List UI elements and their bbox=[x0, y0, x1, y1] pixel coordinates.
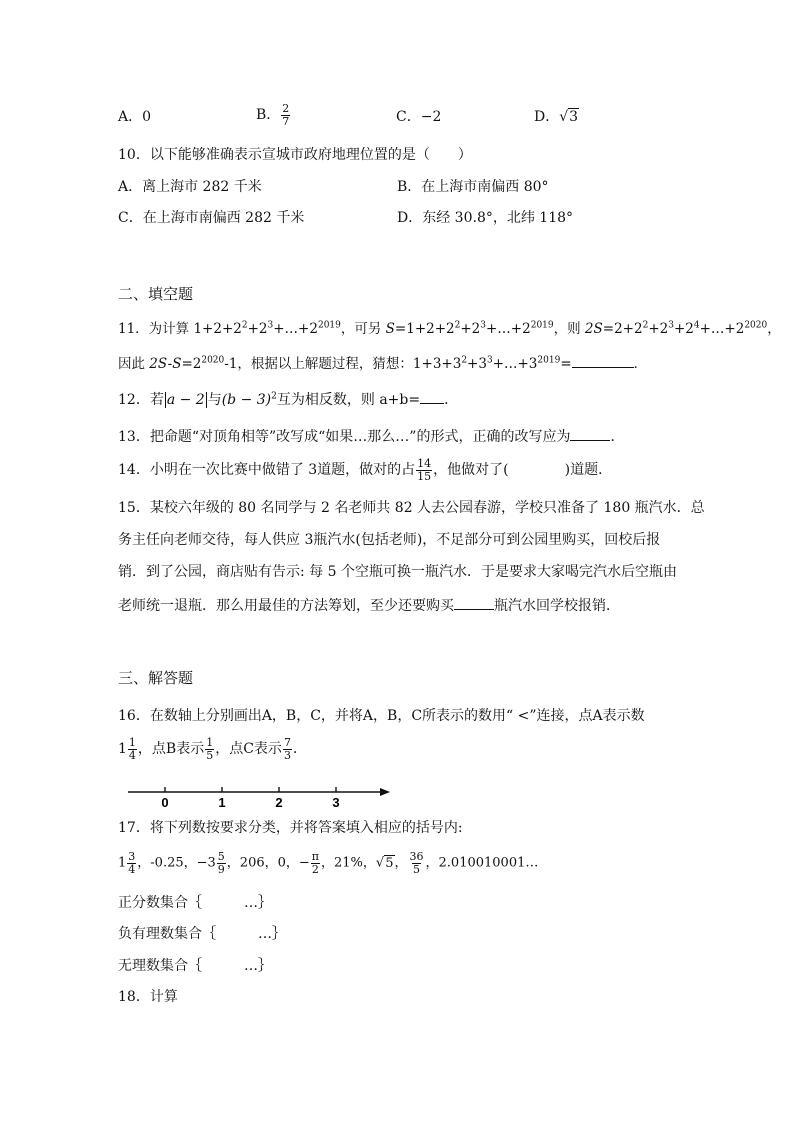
q10-stem: 10．以下能够准确表示宣城市政府地理位置的是（ ） bbox=[118, 147, 472, 163]
tick-label-1: 1 bbox=[218, 795, 226, 810]
q9-option-a: A．0 bbox=[118, 109, 152, 125]
q17-set-positive-fractions: 正分数集合｛ …｝ bbox=[118, 895, 272, 911]
tick-label-2: 2 bbox=[275, 795, 283, 810]
q18: 18．计算 bbox=[118, 989, 178, 1005]
q15-line3: 销．到了公园，商店贴有告示: 每 5 个空瓶可换一瓶汽水．于是要求大家喝完汽水后空瓶由 bbox=[118, 564, 677, 580]
q9-option-b: B． $\frac{2}{7}$ bbox=[256, 102, 290, 128]
answer-blank[interactable] bbox=[572, 355, 634, 368]
q10-option-b: B．在上海市南偏西 80° bbox=[397, 179, 549, 195]
q15-line4: 老师统一退瓶．那么用最佳的方法筹划，至少还要购买 瓶汽水回学校报销． bbox=[118, 598, 620, 614]
answer-blank[interactable] bbox=[420, 391, 444, 404]
q11-line1: 11．为计算 $1+2+2^2+2^3+\dots+2^{2019}$，可另 $S=1+2+2^2+2^3+\dots+2^{2019}$，则 $2S=2+2^2+2^3+2^4+\dots+2^{2020}$， bbox=[118, 320, 781, 337]
tick-label-3: 3 bbox=[332, 795, 340, 810]
q9-options bbox=[118, 102, 738, 128]
q9-option-d: D．√3 bbox=[534, 109, 579, 125]
q9-option-c: C．−2 bbox=[396, 109, 442, 125]
q17-stem: 17．将下列数按要求分类，并将答案填入相应的括号内: bbox=[118, 820, 463, 836]
q17-set-irrationals: 无理数集合｛ …｝ bbox=[118, 958, 272, 974]
answer-blank[interactable] bbox=[570, 428, 610, 441]
q13: 13．把命题“对顶角相等”改写成“如果…那么…”的形式，正确的改写应为 ． bbox=[118, 429, 625, 445]
abs-bar-left bbox=[165, 392, 166, 408]
number-line-arrow bbox=[380, 788, 390, 796]
section-title-fill-in: 二、填空题 bbox=[118, 285, 194, 303]
q10-option-d: D．东经 30.8°，北纬 118° bbox=[397, 210, 574, 226]
q17-set-negative-rationals: 负有理数集合｛ …｝ bbox=[118, 926, 286, 942]
sqrt-symbol: √ bbox=[375, 855, 385, 871]
q16-line2: 1 $\frac{1}{4}$ ，点B表示 $\frac{1}{5}$ ，点C表示 $\frac{7}{3}$ ． bbox=[118, 736, 307, 762]
section-title-solutions: 三、解答题 bbox=[118, 669, 194, 687]
number-line bbox=[118, 784, 398, 810]
q11-line2: 因此 $2S-S=2^{2020}-1$，根据以上解题过程，猜想：$1+3+3^2+3^3+\dots+3^{2019}=$ ． bbox=[118, 355, 648, 372]
q17-numbers: 1 $\frac{3}{4}$ ，-0.25，−3 $\frac{5}{9}$ ，206，0，− $\frac{\pi}{2}$ ，21%，√5， $\frac{36}{5}$ ，2.010010001… bbox=[118, 850, 539, 876]
q12: 12．若 a − 2 与$(b - 3)^2$互为相反数，则 a+b= ． bbox=[118, 391, 459, 408]
q10-option-a: A．离上海市 282 千米 bbox=[118, 179, 262, 195]
abs-bar-right bbox=[206, 392, 207, 408]
q16-line1: 16．在数轴上分别画出A，B，C，并将A，B，C所表示的数用“ <”连接，点A表示数 bbox=[118, 708, 645, 724]
sqrt-symbol: √ bbox=[559, 109, 569, 125]
q10-option-c: C．在上海市南偏西 282 千米 bbox=[118, 210, 305, 226]
tick-label-0: 0 bbox=[161, 795, 169, 810]
q15-line2: 务主任向老师交待，每人供应 3瓶汽水(包括老师)，不足部分可到公园里购买，回校后报 bbox=[118, 532, 661, 548]
answer-blank[interactable] bbox=[454, 597, 494, 610]
q14: 14．小明在一次比赛中做错了 3道题，做对的占 $\frac{14}{15}$ ，他做对了( )道题． bbox=[118, 457, 613, 483]
q15-line1: 15．某校六年级的 80 名同学与 2 名老师共 82 人去公园春游，学校只准备了 180 瓶汽水．总 bbox=[118, 500, 705, 516]
